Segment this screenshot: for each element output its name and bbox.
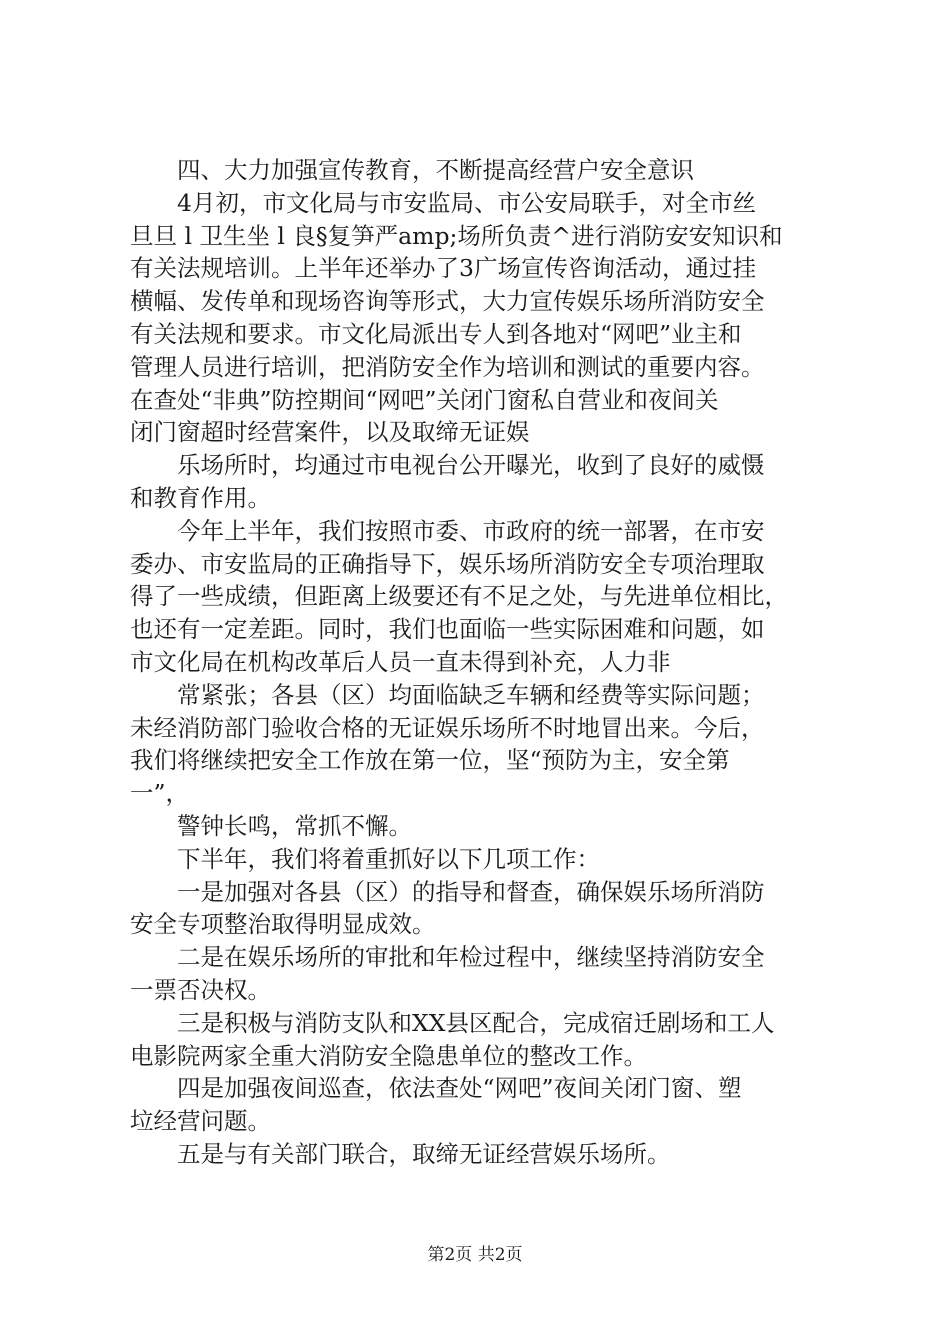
text-line: 常紧张；各县（区）均面临缺乏车辆和经费等实际问题； xyxy=(177,680,765,709)
text-line: 一”， xyxy=(130,779,190,808)
text-line: 五是与有关部门联合，取缔无证经营娱乐场所。 xyxy=(177,1139,671,1168)
text-line: 横幅、发传单和现场咨询等形式，大力宣传娱乐场所消防安全 xyxy=(130,287,765,316)
page-number-footer: 第2页 共2页 xyxy=(427,1245,523,1265)
text-line: 一票否决权。 xyxy=(130,975,271,1004)
text-line: 也还有一定差距。同时，我们也面临一些实际困难和问题，如 xyxy=(130,615,765,644)
text-line: 一是加强对各县（区）的指导和督查，确保娱乐场所消防 xyxy=(177,877,765,906)
text-line: 市文化局在机构改革后人员一直未得到补充，人力非 xyxy=(130,647,671,676)
text-line: 二是在娱乐场所的审批和年检过程中，继续坚持消防安全 xyxy=(177,943,765,972)
text-line: 在查处“非典”防控期间“网吧”关闭门窗私自营业和夜间关 xyxy=(130,385,719,414)
text-line: 旦旦 l 卫生坐 l 良§复笋严amp;场所负责^进行消防安安知识和 xyxy=(130,221,783,250)
text-line: 今年上半年，我们按照市委、市政府的统一部署，在市安 xyxy=(177,516,765,545)
text-line: 下半年，我们将着重抓好以下几项工作： xyxy=(177,844,600,873)
text-line: 四是加强夜间巡查，依法查处“网吧”夜间关闭门窗、塑 xyxy=(177,1074,742,1103)
text-line: 未经消防部门验收合格的无证娱乐场所不时地冒出来。今后， xyxy=(130,713,765,742)
text-line: 委办、市安监局的正确指导下，娱乐场所消防安全专项治理取 xyxy=(130,549,765,578)
text-line: 4月初，市文化局与市安监局、市公安局联手，对全市丝 xyxy=(177,188,756,217)
text-line: 垃经营问题。 xyxy=(130,1107,271,1136)
text-line: 乐场所时，均通过市电视台公开曝光，收到了良好的威慑 xyxy=(177,451,765,480)
text-line: 闭门窗超时经营案件，以及取缔无证娱 xyxy=(130,418,530,447)
text-line: 得了一些成绩，但距离上级要还有不足之处，与先进单位相比， xyxy=(130,582,788,611)
text-line: 三是积极与消防支队和XX县区配合，完成宿迁剧场和工人 xyxy=(177,1008,775,1037)
document-body xyxy=(130,154,850,1171)
text-line: 安全专项整治取得明显成效。 xyxy=(130,910,436,939)
text-line: 有关法规和要求。市文化局派出专人到各地对“网吧”业主和 xyxy=(130,319,742,348)
text-line: 有关法规培训。上半年还举办了3广场宣传咨询活动，通过挂 xyxy=(130,254,756,283)
text-line: 和教育作用。 xyxy=(130,483,271,512)
text-line: 我们将继续把安全工作放在第一位，坚“预防为主，安全第 xyxy=(130,746,730,775)
text-line: 电影院两家全重大消防安全隐患单位的整改工作。 xyxy=(130,1041,647,1070)
text-line: 管理人员进行培训，把消防安全作为培训和测试的重要内容。 xyxy=(130,352,765,381)
text-line: 四、大力加强宣传教育，不断提高经营户安全意识 xyxy=(177,156,694,184)
text-line: 警钟长鸣，常抓不懈。 xyxy=(177,811,412,840)
